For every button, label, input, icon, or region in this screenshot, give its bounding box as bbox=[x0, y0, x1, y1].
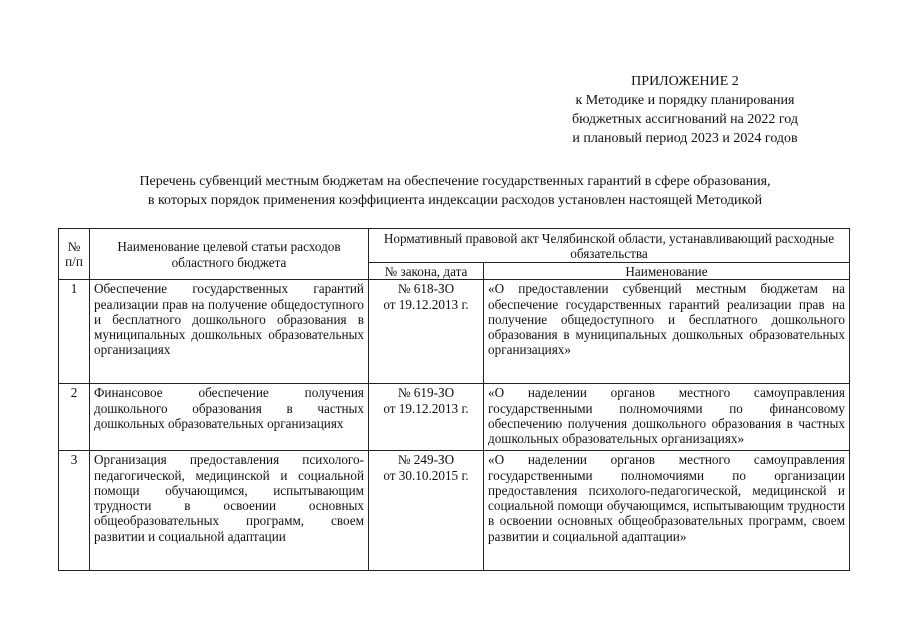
appendix-line: и плановый период 2023 и 2024 годов bbox=[572, 131, 798, 146]
appendix-line: к Методике и порядку планирования bbox=[575, 93, 795, 108]
table-header-row bbox=[59, 229, 850, 263]
row-law bbox=[369, 280, 484, 384]
header-act-name: Наименование bbox=[484, 263, 850, 280]
table-row bbox=[59, 384, 850, 451]
appendix-line: бюджетных ассигнований на 2022 год bbox=[571, 112, 799, 127]
document-heading bbox=[90, 172, 820, 210]
heading-line-2: в которых порядок применения коэффициента индексации расходов установлен настоящей Методикой bbox=[147, 193, 763, 208]
row-name: Организация предоставления психолого-педагогической, медицинской и социальной помощи обучающимся, испытывающим трудности в освоении основных общеобразовательных программ, своем развитии и социальной адаптации bbox=[90, 451, 369, 571]
table-row bbox=[59, 451, 850, 571]
row-num: 1 bbox=[59, 280, 90, 384]
row-law bbox=[369, 384, 484, 451]
row-act: «О предоставлении субвенций местным бюджетам на обеспечение государственных гарантий реализации прав на получение общедоступного и бесплатного дошкольного образования в муниципальных дошкольных образовательных организациях» bbox=[484, 280, 850, 384]
row-law bbox=[369, 451, 484, 571]
header-num: № п/п bbox=[59, 229, 90, 280]
header-act-group: Нормативный правовой акт Челябинской области, устанавливающий расходные обязательства bbox=[369, 229, 850, 263]
header-law: № закона, дата bbox=[369, 263, 484, 280]
table-row bbox=[59, 280, 850, 384]
heading-line-1: Перечень субвенций местным бюджетам на обеспечение государственных гарантий в сфере образования, bbox=[139, 174, 771, 189]
appendix-block bbox=[560, 72, 810, 148]
row-num: 2 bbox=[59, 384, 90, 451]
law-date: от 19.12.2013 г. bbox=[383, 296, 469, 312]
law-date: от 19.12.2013 г. bbox=[383, 400, 469, 416]
row-act: «О наделении органов местного самоуправления государственными полномочиями по финансовому обеспечению получения дошкольного образования в частных дошкольных образовательных организациях» bbox=[484, 384, 850, 451]
row-num: 3 bbox=[59, 451, 90, 571]
subventions-table bbox=[58, 228, 850, 571]
header-name: Наименование целевой статьи расходов областного бюджета bbox=[90, 229, 369, 280]
row-name: Финансовое обеспечение получения дошкольного образования в частных дошкольных образовательных организациях bbox=[90, 384, 369, 451]
law-number: № 249-ЗО bbox=[397, 452, 455, 468]
row-act: «О наделении органов местного самоуправления государственными полномочиями по организации предоставления психолого-педагогической, медицинской и социальной помощи обучающимся, испытывающим трудности в освоении основных общеобразовательных программ, своем развитии и социальной адаптации» bbox=[484, 451, 850, 571]
row-name: Обеспечение государственных гарантий реализации прав на получение общедоступного и бесплатного дошкольного образования в муниципальных дошкольных образовательных организациях bbox=[90, 280, 369, 384]
law-date: от 30.10.2015 г. bbox=[383, 467, 469, 483]
appendix-title: ПРИЛОЖЕНИЕ 2 bbox=[631, 74, 739, 89]
law-number: № 619-ЗО bbox=[397, 385, 455, 401]
law-number: № 618-ЗО bbox=[397, 281, 455, 297]
